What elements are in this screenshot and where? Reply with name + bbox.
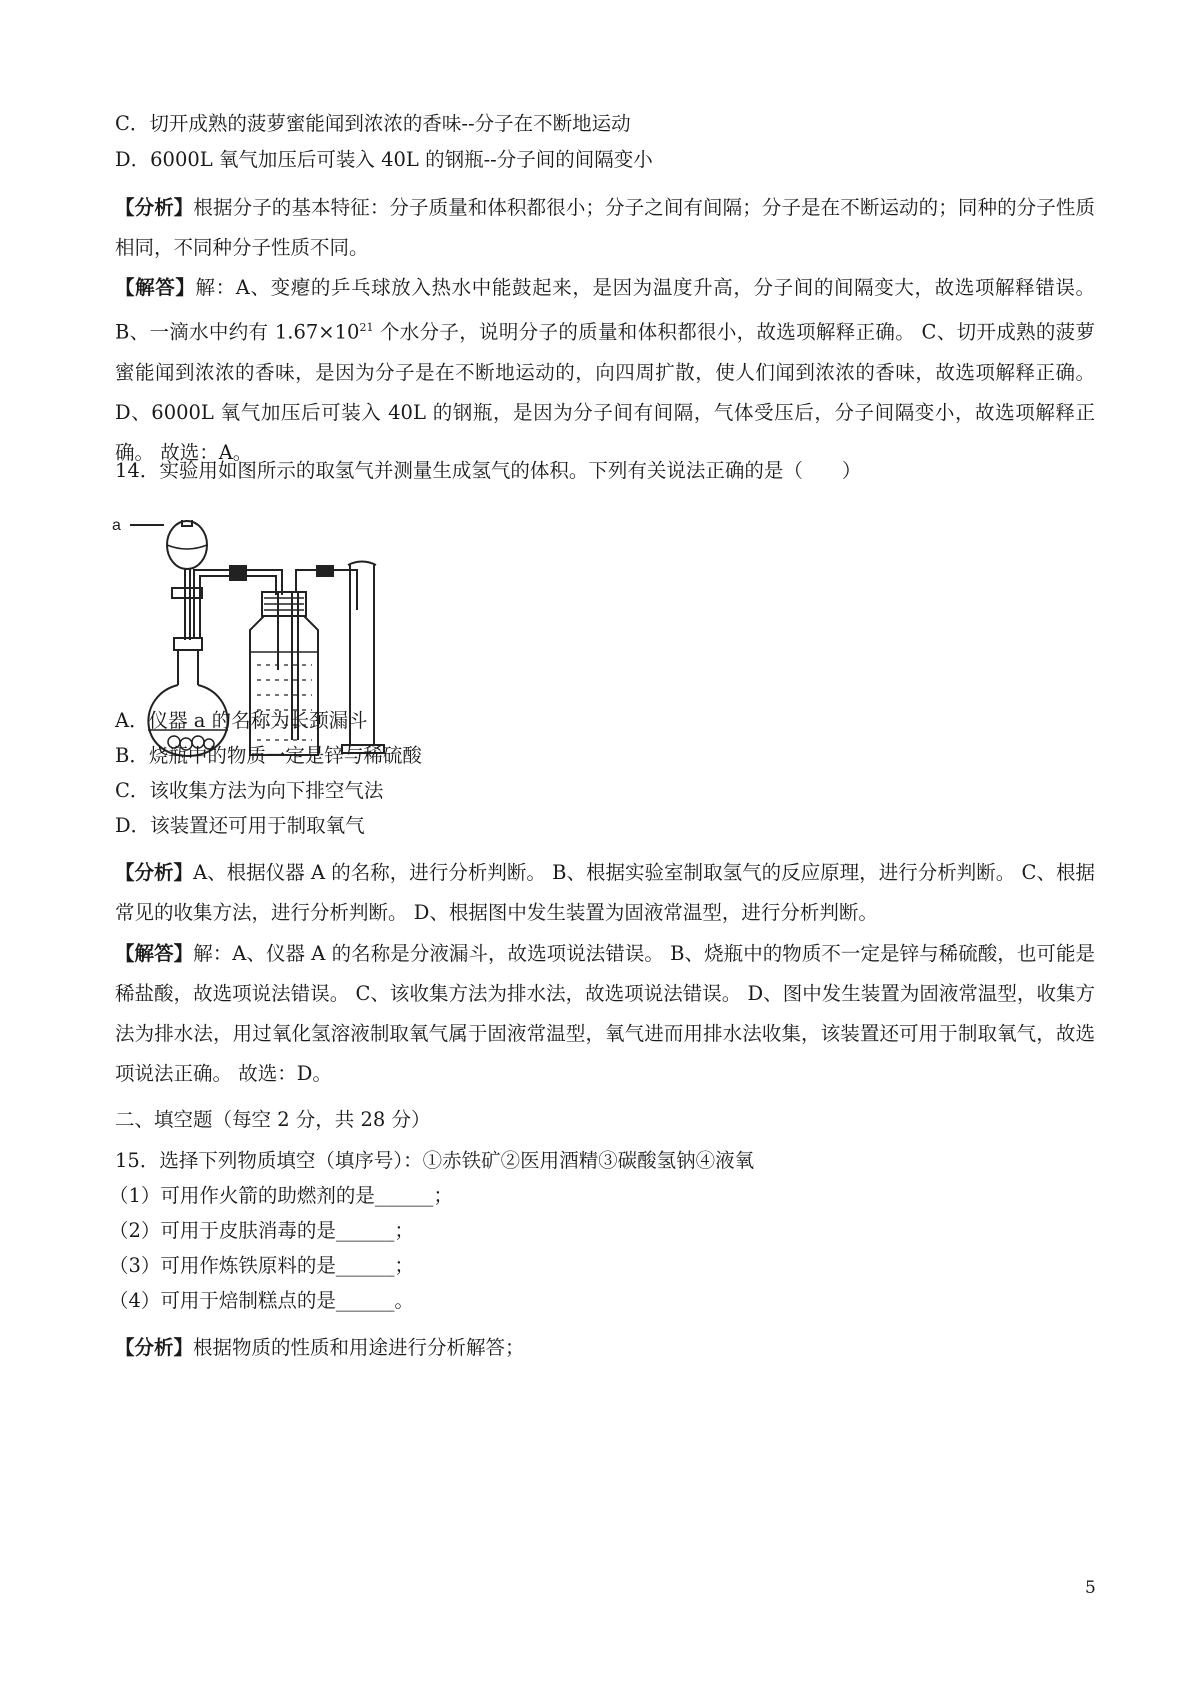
answer-text-2: 个水分子，说明分子的质量和体积都很小，故选项解释正确。 C、切开成熟的菠萝蜜能闻到浓浓的香味，是因为分子是在不断地运动的，向四周扩散，使人们闻到浓浓的香味，故选项解释正确。 D、6000L 氧气加压后可装入 40L 的钢瓶，是因为分子间有间隔，气体受压后，分子间隔变小，故选项解释正确。 故选：A。 bbox=[115, 320, 1095, 464]
q13-option-d: D．6000L 氧气加压后可装入 40L 的钢瓶--分子间的间隔变小 bbox=[115, 148, 653, 171]
q14-option-c: C．该收集方法为向下排空气法 bbox=[115, 779, 384, 802]
q14-option-a: A．仪器 a 的名称为长颈漏斗 bbox=[115, 709, 368, 732]
analysis-text: A、根据仪器 A 的名称，进行分析判断。 B、根据实验室制取氢气的反应原理，进行分析判断。 C、根据常见的收集方法，进行分析判断。 D、根据图中发生装置为固液常温型，进行分析判断。 bbox=[115, 861, 1095, 924]
answer-tag: 【解答】 bbox=[115, 942, 194, 965]
q13-answer bbox=[115, 268, 1095, 473]
q15-item-4: （4）可用于焙制糕点的是______。 bbox=[109, 1289, 414, 1312]
q15-stem: 15．选择下列物质填空（填序号）：①赤铁矿②医用酒精③碳酸氢钠④液氧 bbox=[115, 1149, 755, 1172]
section-heading: 二、填空题（每空 2 分，共 28 分） bbox=[115, 1108, 431, 1131]
q14-stem: 14．实验用如图所示的取氢气并测量生成氢气的体积。下列有关说法正确的是（ ） bbox=[115, 459, 862, 482]
analysis-text: 根据物质的性质和用途进行分析解答； bbox=[193, 1336, 525, 1359]
q14-option-b: B．烧瓶中的物质一定是锌与稀硫酸 bbox=[115, 744, 422, 767]
page-number: 5 bbox=[1085, 1578, 1096, 1598]
analysis-text: 根据分子的基本特征：分子质量和体积都很小；分子之间有间隔；分子是在不断运动的；同种的分子性质相同，不同种分子性质不同。 bbox=[115, 196, 1095, 259]
q15-analysis bbox=[115, 1328, 1095, 1368]
answer-text-1: 解：A、变瘪的乒乓球放入热水中能鼓起来，是因为温度升高，分子间的间隔变大，故选项解释错误。 B、一滴水中约有 1.67×10 bbox=[115, 276, 1095, 344]
stopcock bbox=[172, 588, 202, 598]
separatory-funnel-bulb bbox=[167, 521, 207, 569]
answer-text: 解：A、仪器 A 的名称是分液漏斗，故选项说法错误。 B、烧瓶中的物质不一定是锌与稀硫酸，也可能是稀盐酸，故选项说法错误。 C、该收集方法为排水法，故选项说法错误。 D、图中发生装置为固液常温型，收集方法为排水法，用过氧化氢溶液制取氧气属于固液常温型，氧气进而用排水法收集，该装置还可用于制取氧气，故选项说法正确。 故选：D。 bbox=[115, 942, 1095, 1085]
q15-item-2: （2）可用于皮肤消毒的是______； bbox=[109, 1219, 414, 1242]
flask-stopper bbox=[174, 638, 202, 650]
analysis-tag: 【分析】 bbox=[115, 1336, 194, 1359]
q14-option-d: D．该装置还可用于制取氧气 bbox=[115, 814, 365, 837]
answer-tag: 【解答】 bbox=[115, 276, 196, 299]
analysis-tag: 【分析】 bbox=[115, 861, 194, 884]
q15-item-3: （3）可用作炼铁原料的是______； bbox=[109, 1254, 414, 1277]
q14-answer bbox=[115, 934, 1095, 1094]
answer-exponent: 21 bbox=[359, 321, 374, 334]
q14-analysis bbox=[115, 853, 1095, 933]
q13-analysis bbox=[115, 188, 1095, 268]
analysis-tag: 【分析】 bbox=[115, 196, 194, 219]
q15-item-1: （1）可用作火箭的助燃剂的是______； bbox=[109, 1184, 453, 1207]
q13-option-c: C．切开成熟的菠萝蜜能闻到浓浓的香味--分子在不断地运动 bbox=[115, 112, 631, 135]
diagram-label-a: a bbox=[112, 520, 121, 534]
